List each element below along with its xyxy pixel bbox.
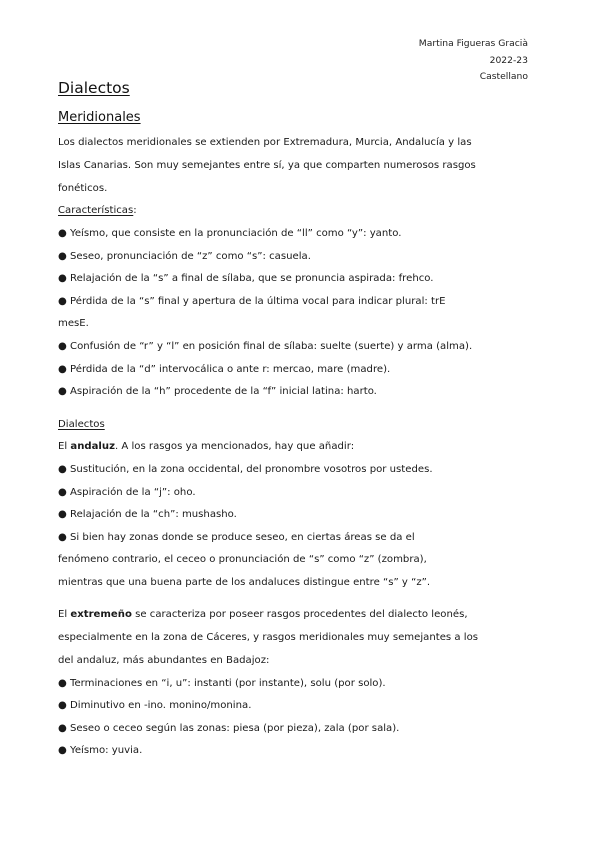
list-item: ● Aspiración de la “h” procedente de la “f” inicial latina: harto. [58,386,377,397]
extremeno-intro [58,609,468,620]
characteristics-heading [58,205,137,216]
extremeno-prefix: El [58,609,71,620]
list-item: fenómeno contrario, el ceceo o pronunciación de “s” como “z” (zombra), [58,554,427,565]
list-item: ● Seseo, pronunciación de “z” como “s”: casuela. [58,251,311,262]
andaluz-prefix: El [58,441,71,452]
author-name: Martina Figueras Gracià [418,38,528,49]
school-year: 2022-23 [489,54,528,66]
intro-line: Los dialectos meridionales se extienden por Extremadura, Murcia, Andalucía y las [58,137,472,148]
andaluz-rest: . A los rasgos ya mencionados, hay que añadir: [114,441,355,452]
list-item: ● Confusión de “r” y “l” en posición final de sílaba: suelte (suerte) y arma (alma). [58,341,473,352]
dialects-heading: Dialectos [58,419,105,430]
list-item: ● Si bien hay zonas donde se produce seseo, en ciertas áreas se da el [58,532,415,543]
characteristics-heading-colon: : [133,205,137,216]
list-item: ● Yeísmo: yuvia. [58,745,143,756]
extremeno-name: extremeño [70,609,132,620]
andaluz-name: andaluz [70,441,115,452]
list-item: ● Terminaciones en “i, u”: instanti (por instante), solu (por solo). [58,678,386,689]
intro-line: Islas Canarias. Son muy semejantes entre sí, ya que comparten numerosos rasgos [58,160,476,171]
subject-name: Castellano [479,71,528,82]
list-item: ● Pérdida de la “s” final y apertura de la última vocal para indicar plural: trE [58,296,446,307]
paragraph-line: especialmente en la zona de Cáceres, y rasgos meridionales muy semejantes a los [58,632,479,643]
paragraph-line: del andaluz, más abundantes en Badajoz: [58,655,270,666]
list-item: ● Seseo o ceceo según las zonas: piesa (por pieza), zala (por sala). [58,723,400,734]
document-header [419,36,528,86]
list-item: mientras que una buena parte de los andaluces distingue entre “s” y “z”. [58,577,431,588]
list-item: ● Yeísmo, que consiste en la pronunciación de “ll” como “y”: yanto. [58,228,402,239]
list-item: ● Diminutivo en -ino. monino/monina. [58,700,252,711]
intro-line: fonéticos. [58,183,108,194]
list-item: mesE. [58,318,89,329]
extremeno-rest: se caracteriza por poseer rasgos procedentes del dialecto leonés, [131,609,468,620]
page-title: Dialectos [58,79,130,97]
list-item: ● Pérdida de la “d” intervocálica o ante r: mercao, mare (madre). [58,364,391,375]
section-title: Meridionales [58,110,141,125]
list-item: ● Aspiración de la “j”: oho. [58,487,196,498]
list-item: ● Relajación de la “s” a final de sílaba, que se pronuncia aspirada: frehco. [58,273,434,284]
list-item: ● Relajación de la “ch”: mushasho. [58,509,237,520]
andaluz-intro [58,441,354,452]
list-item: ● Sustitución, en la zona occidental, del pronombre vosotros por ustedes. [58,464,433,475]
characteristics-heading-text: Características [58,205,134,216]
